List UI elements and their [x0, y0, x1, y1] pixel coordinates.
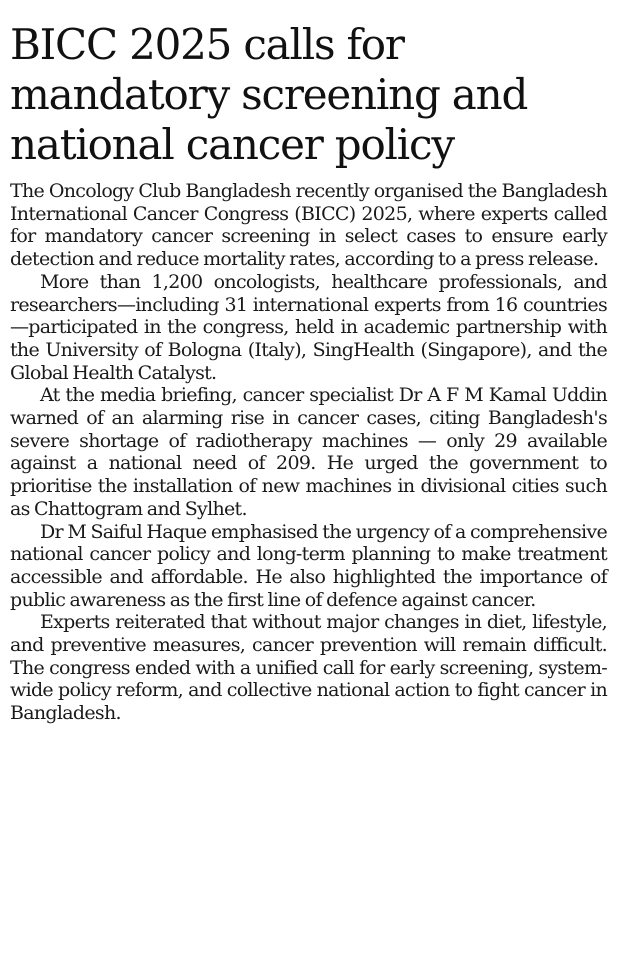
article-headline: BICC 2025 calls for mandatory screening and national cancer policy: [10, 20, 528, 169]
article-paragraph-5: Experts reiterated that without major changes in diet, lifestyle, and preventive measures, cancer prevention will remain difficult. The congress ended with a unified call for early screening, system-wide policy reform, and collective national action to fight cancer in Bangladesh.: [10, 611, 607, 725]
article-paragraph-1: The Oncology Club Bangladesh recently organised the Bangladesh International Cancer Congress (BICC) 2025, where experts called for mandatory cancer screening in select cases to ensure early detection and reduce mortality rates, according to a press release.: [10, 180, 607, 271]
article-body: [10, 180, 607, 725]
article-paragraph-2: More than 1,200 oncologists, healthcare professionals, and researchers—including 31 international experts from 16 countries—participated in the congress, held in academic partnership with the University of Bologna (Italy), SingHealth (Singapore), and the Global Health Catalyst.: [10, 270, 607, 384]
news-article: [10, 0, 607, 725]
article-paragraph-3: At the media briefing, cancer specialist Dr A F M Kamal Uddin warned of an alarming rise in cancer cases, citing Bangladesh's severe shortage of radiotherapy machines — only 29 available against a national need of 209. He urged the government to prioritise the installation of new machines in divisional cities such as Chattogram and Sylhet.: [10, 384, 607, 520]
article-paragraph-4: Dr M Saiful Haque emphasised the urgency of a comprehensive national cancer policy and long-term planning to make treatment accessible and affordable. He also highlighted the importance of public awareness as the first line of defence against cancer.: [10, 520, 607, 611]
